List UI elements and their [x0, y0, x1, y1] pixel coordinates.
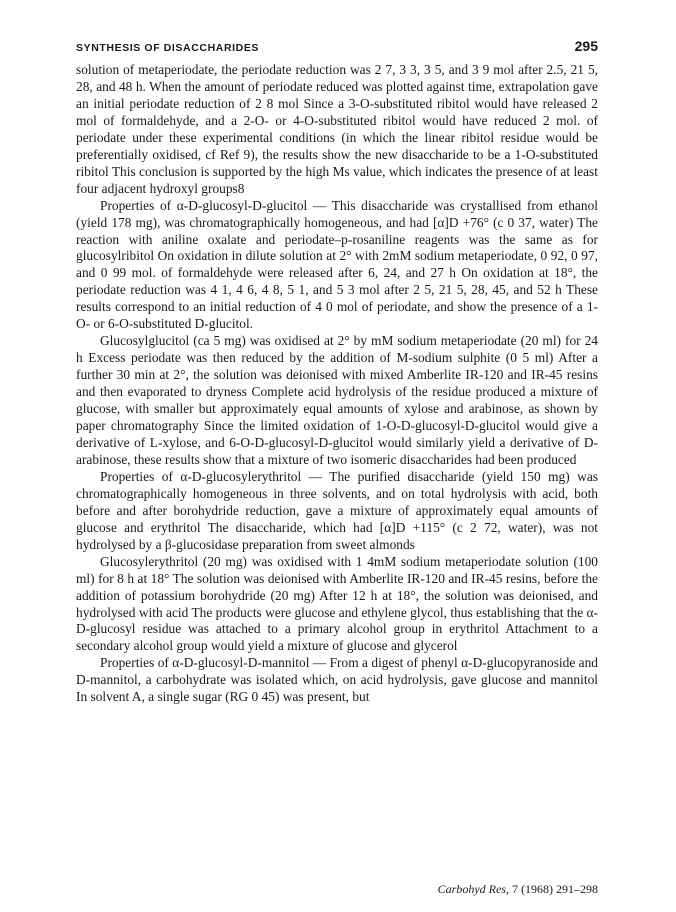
paragraph: Glucosylerythritol (20 mg) was oxidised with 1 4mM sodium metaperiodate solution (100 ml) for 8 h at 18° The solution was deionised with Amberlite IR-120 and IR-45 resins, before the addition of potassium borohydride (20 mg) After 12 h at 18°, the solution was deionised, and hydrolysed with acid The products were glucose and ethylene glycol, thus establishing that the α-D-glucosyl residue was attached to a primary alcohol group in erythritol Attachment to a secondary alcohol group would yield a mixture of glucose and glycerol	[76, 553, 598, 654]
paragraph: Properties of α-D-glucosyl-D-glucitol — This disaccharide was crystallised from ethanol (yield 178 mg), was chromatographically homogeneous, and had [α]D +76° (c 0 37, water) The reaction with aniline oxalate and periodate–p-rosaniline reagents was the same as for glucosylribitol On oxidation in dilute solution at 2° with 2mM sodium metaperiodate, 0 92, 0 97, and 0 99 mol. of formaldehyde were released after 6, 24, and 27 h On oxidation at 18°, the periodate reduction was 4 1, 4 6, 4 8, 5 1, and 5 3 mol after 2 5, 21 5, 28, 45, and 52 h These results correspond to an initial reduction of 4 0 mol of periodate, and show the presence of a 1-O- or 6-O-substituted D-glucitol.	[76, 197, 598, 332]
page-number: 295	[574, 38, 598, 54]
paragraph: solution of metaperiodate, the periodate reduction was 2 7, 3 3, 3 5, and 3 9 mol after 2.5, 21 5, 28, and 48 h. When the amount of periodate reduced was plotted against time, extrapolation gave an initial periodate reduction of 2 8 mol Since a 3-O-substituted ribitol would have released 2 mol of formaldehyde, and a 2-O- or 4-O-substituted ribitol would have reduced 2 mol. of periodate under these experimental conditions (in which the linear ribitol residue would be preferentially oxidised, cf Ref 9), the results show the new disaccharide to be a 1-O-substituted ribitol This conclusion is supported by the high Ms value, which indicates the presence of at least four adjacent hydroxyl groups8	[76, 62, 598, 196]
journal-footer	[438, 882, 598, 897]
paragraph: Properties of α-D-glucosylerythritol — The purified disaccharide (yield 150 mg) was chromatographically homogeneous in three solvents, and on total hydrolysis with acid, both before and after borohydride reduction, gave a mixture of approximately equal amounts of glucose and erythritol The disaccharide, which had [α]D +115° (c 2 72, water), was not hydrolysed by a β-glucosidase preparation from sweet almonds	[76, 468, 598, 552]
running-header	[76, 38, 598, 54]
paragraph: Glucosylglucitol (ca 5 mg) was oxidised at 2° by mM sodium metaperiodate (20 ml) for 24 h Excess periodate was then reduced by the addition of M-sodium sulphite (0 5 ml) After a further 30 min at 2°, the solution was deionised with mixed Amberlite IR-120 and IR-45 resins and then evaporated to dryness Complete acid hydrolysis of the residue produced a mixture of glucose, with smaller but approximately equal amounts of xylose and arabinose, as shown by paper chromatography Since the limited oxidation of 1-O-D-glucosyl-D-glucitol would give a derivative of L-xylose, and 6-O-D-glucosyl-D-glucitol would similarly yield a derivative of D-arabinose, these results show that a mixture of two isomeric disaccharides had been produced	[76, 333, 598, 467]
running-title: SYNTHESIS OF DISACCHARIDES	[76, 42, 260, 54]
journal-citation: , 7 (1968) 291–298	[506, 882, 598, 896]
journal-name: Carbohyd Res	[437, 882, 506, 896]
body-text	[76, 62, 598, 706]
paragraph: Properties of α-D-glucosyl-D-mannitol — From a digest of phenyl α-D-glucopyranoside and D-mannitol, a carbohydrate was isolated which, on acid hydrolysis, gave glucose and mannitol In solvent A, a single sugar (RG 0 45) was present, but	[76, 655, 598, 705]
